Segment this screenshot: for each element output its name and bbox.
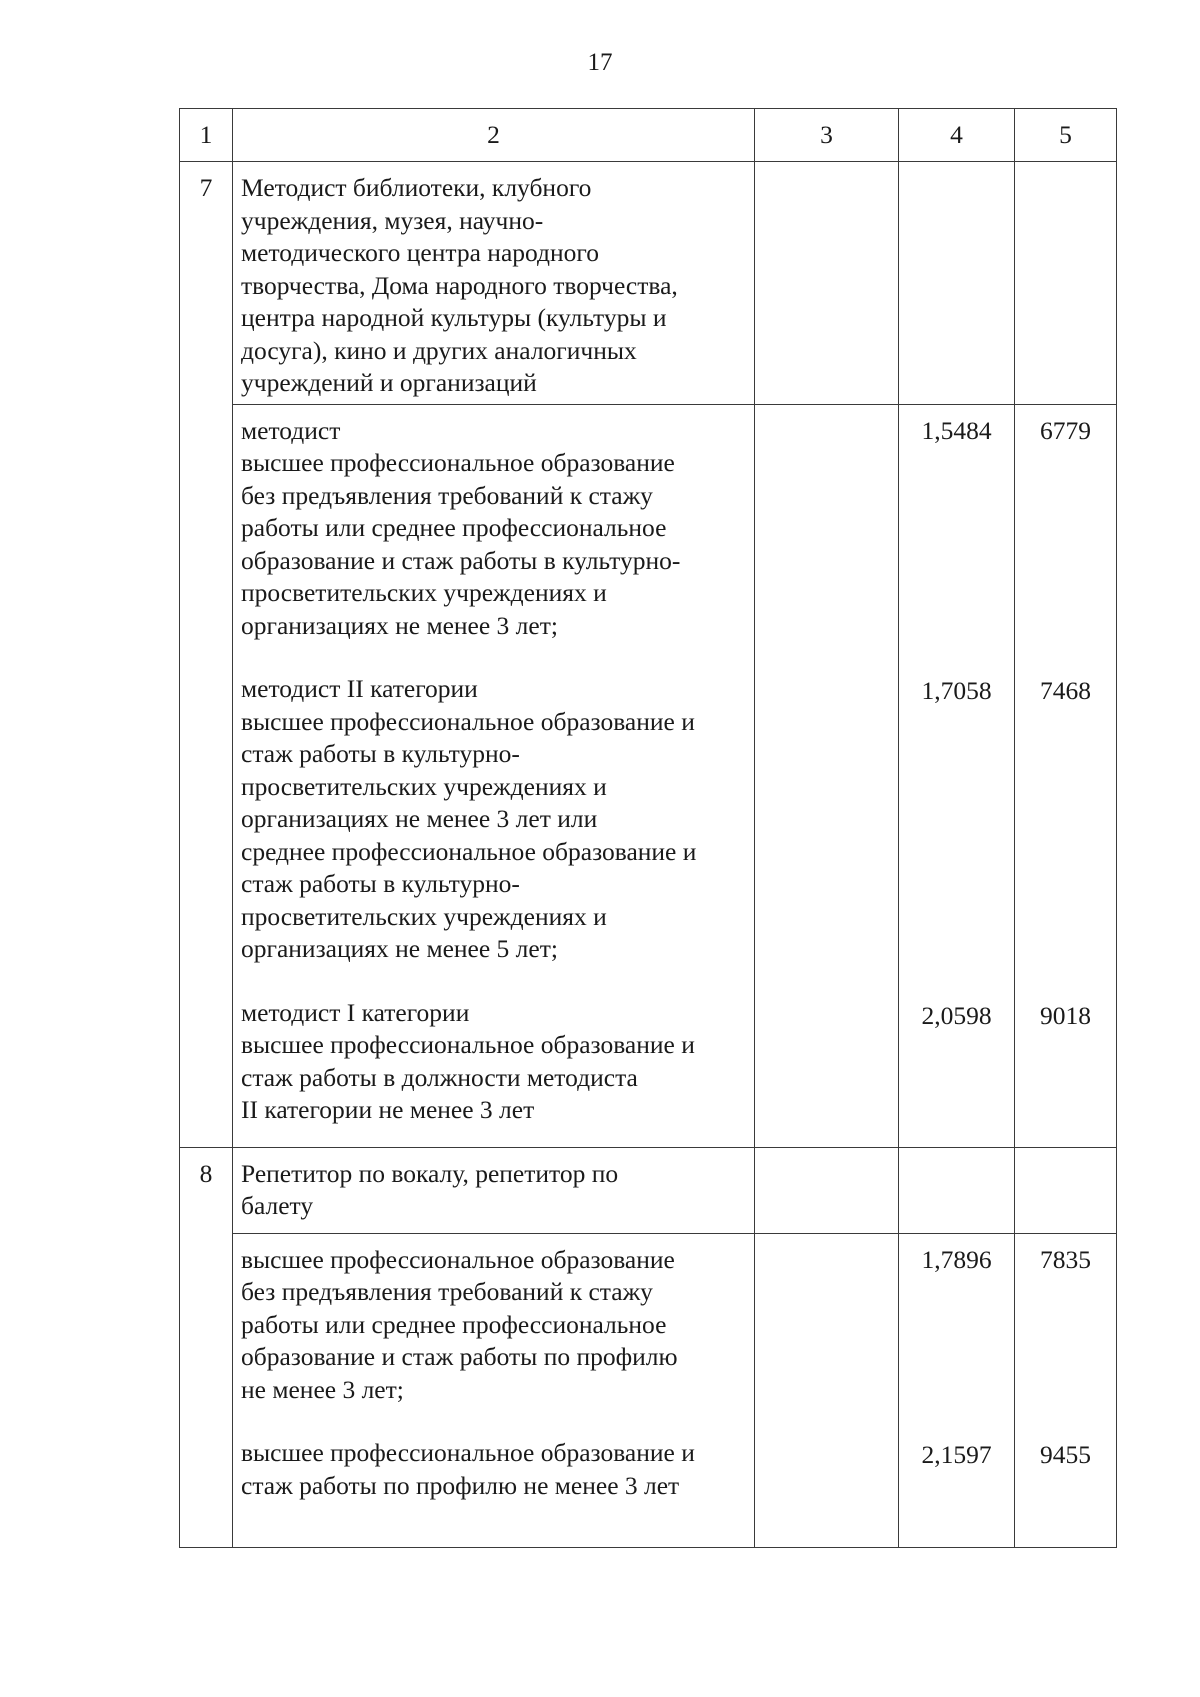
text-line: досуга), кино и других аналогичных [241, 335, 637, 365]
salary-cell-7 [1015, 404, 1117, 1147]
text-line: высшее профессиональное образование и [241, 706, 695, 736]
table-row [180, 1233, 1117, 1547]
coefficient-cell-8 [899, 1233, 1015, 1547]
text-line: методист I категории [241, 997, 470, 1027]
coefficient-value: 1,7058 [921, 675, 992, 705]
coefficient-cell-7 [899, 404, 1015, 1147]
empty-cell [755, 404, 899, 1147]
salary-value: 9018 [1040, 1000, 1091, 1030]
text-line: Репетитор по вокалу, репетитор по [241, 1158, 619, 1188]
text-line: просветительских учреждениях и [241, 771, 607, 801]
text-line: без предъявления требований к стажу [241, 1277, 653, 1306]
text-line: творчества, Дома народного творчества, [241, 270, 678, 300]
text-line: высшее профессиональное образование [241, 448, 675, 477]
text-line: балету [241, 1191, 314, 1220]
salary-value: 7835 [1040, 1244, 1091, 1274]
entry-methodist-cat-2 [241, 673, 748, 966]
empty-cell [899, 1147, 1015, 1233]
text-line: II категории не менее 3 лет [241, 1095, 535, 1124]
text-line: организациях не менее 3 лет; [241, 610, 558, 640]
text-line: образование и стаж работы по профилю [241, 1342, 678, 1371]
table-header-row [180, 109, 1117, 162]
text-line: учреждений и организаций [241, 368, 537, 397]
text-line: методист II категории [241, 674, 478, 703]
text-line: организациях не менее 3 лет или [241, 804, 598, 833]
text-line: высшее профессиональное образование и [241, 1438, 695, 1467]
table-row [180, 404, 1117, 1147]
salary-value: 6779 [1040, 415, 1091, 445]
text-line: организациях не менее 5 лет; [241, 934, 558, 963]
text-line: стаж работы по профилю не менее 3 лет [241, 1470, 680, 1500]
row-number-8: 8 [180, 1147, 233, 1547]
text-line: образование и стаж работы в культурно- [241, 545, 681, 575]
entry-repetiteur-2 [241, 1437, 748, 1502]
text-line: работы или среднее профессиональное [241, 513, 667, 542]
requirements-7 [233, 404, 755, 1147]
text-line: просветительских учреждениях и [241, 901, 607, 931]
coefficient-value: 1,5484 [921, 415, 992, 445]
empty-cell [1015, 162, 1117, 405]
empty-cell [755, 1147, 899, 1233]
empty-cell [1015, 1147, 1117, 1233]
text-line: стаж работы в культурно- [241, 869, 520, 898]
page-number: 17 [587, 49, 613, 76]
coefficient-value: 2,0598 [921, 1000, 992, 1030]
text-line: высшее профессиональное образование и [241, 1030, 695, 1059]
text-line: стаж работы в культурно- [241, 739, 520, 768]
table-row [180, 162, 1117, 405]
coefficient-value: 2,1597 [921, 1439, 992, 1469]
requirements-8 [233, 1233, 755, 1547]
text-line: стаж работы в должности методиста [241, 1062, 638, 1092]
text-line: среднее профессиональное образование и [241, 836, 697, 866]
header-col-1: 1 [180, 109, 233, 162]
qualification-salary-table [179, 108, 1117, 1548]
salary-value: 7468 [1040, 675, 1091, 705]
text-line: Методист библиотеки, клубного [241, 173, 592, 202]
header-col-4: 4 [899, 109, 1015, 162]
position-title-7 [233, 162, 755, 405]
text-line: без предъявления требований к стажу [241, 480, 653, 510]
header-col-3: 3 [755, 109, 899, 162]
text-line: работы или среднее профессиональное [241, 1309, 667, 1339]
text-line: высшее профессиональное образование [241, 1244, 675, 1274]
text-line: методист [241, 415, 341, 445]
header-col-2: 2 [233, 109, 755, 162]
salary-cell-8 [1015, 1233, 1117, 1547]
position-title-8 [233, 1147, 755, 1233]
entry-repetiteur-1 [241, 1244, 748, 1407]
empty-cell [755, 162, 899, 405]
entry-methodist [241, 415, 748, 643]
text-line: центра народной культуры (культуры и [241, 303, 667, 332]
coefficient-value: 1,7896 [921, 1244, 992, 1274]
header-col-5: 5 [1015, 109, 1117, 162]
empty-cell [899, 162, 1015, 405]
text-line: методического центра народного [241, 238, 599, 267]
empty-cell [755, 1233, 899, 1547]
text-line: не менее 3 лет; [241, 1374, 404, 1404]
salary-value: 9455 [1040, 1439, 1091, 1469]
row-number-7: 7 [180, 162, 233, 1148]
text-line: учреждения, музея, научно- [241, 205, 544, 235]
table-row [180, 1147, 1117, 1233]
entry-methodist-cat-1 [241, 997, 748, 1127]
text-line: просветительских учреждениях и [241, 578, 607, 607]
